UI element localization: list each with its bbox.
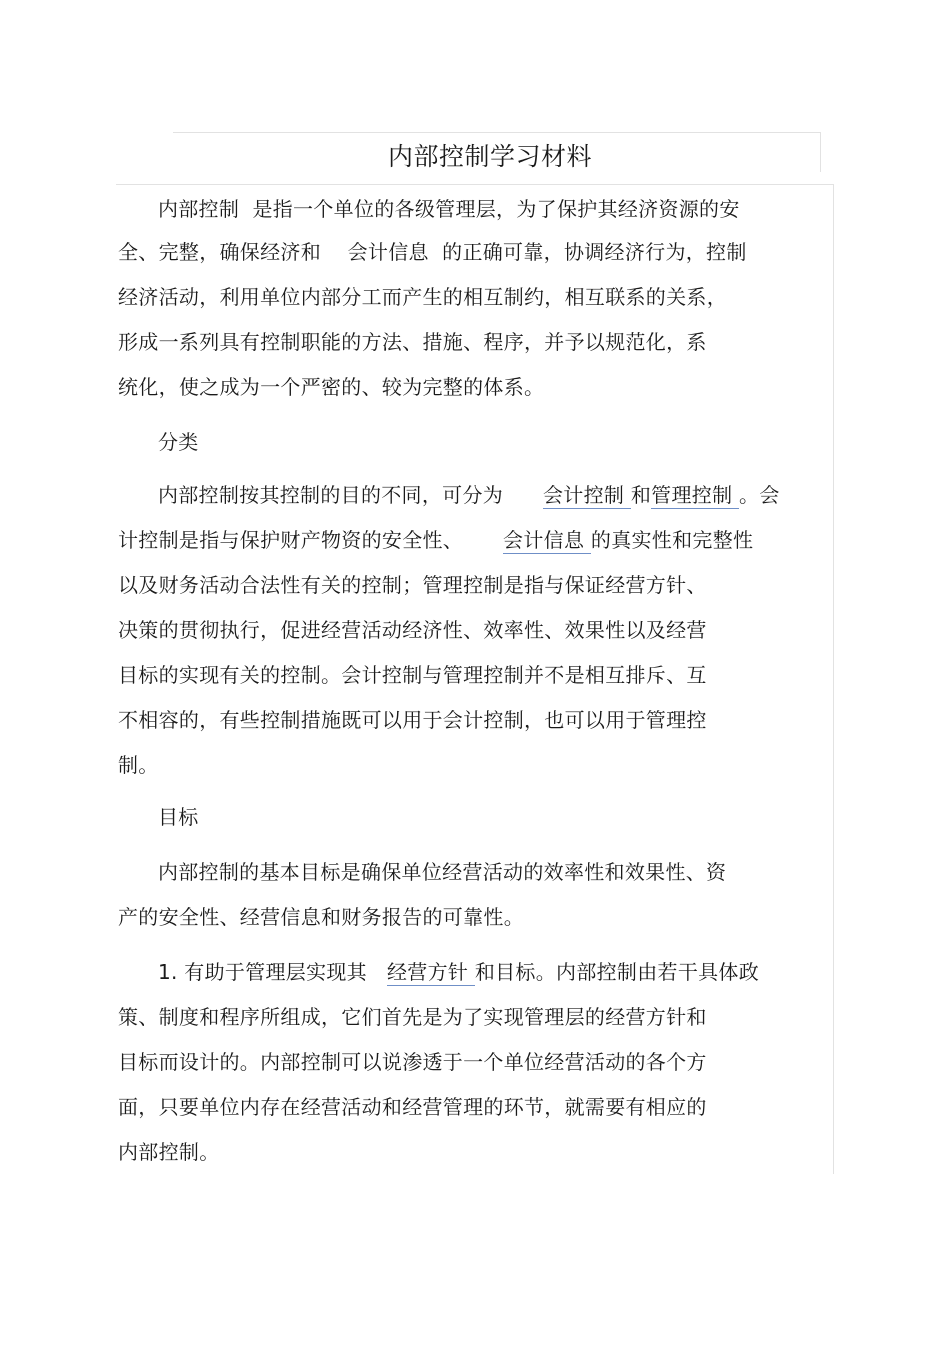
paragraph-line: 不相容的，有些控制措施既可以用于会计控制，也可以用于管理控 <box>118 708 707 732</box>
text-span: 。会 <box>739 483 780 507</box>
paragraph-line: 统化，使之成为一个严密的、较为完整的体系。 <box>118 375 545 399</box>
paragraph-line: 形成一系列具有控制职能的方法、措施、程序，并予以规范化，系 <box>118 330 707 354</box>
accounting-control-link[interactable]: 会计控制 <box>543 483 631 507</box>
text-span: 计控制是指与保护财产物资的安全性、 <box>118 528 504 552</box>
management-control-link[interactable]: 管理控制 <box>651 483 740 507</box>
paragraph-line: 内部控制的基本目标是确保单位经营活动的效率性和效果性、资 <box>118 860 727 884</box>
paragraph-line: 经济活动，利用单位内部分工而产生的相互制约，相互联系的关系， <box>118 285 727 309</box>
paragraph-line <box>118 525 753 555</box>
paragraph-line <box>118 480 780 510</box>
text-span: 和目标。内部控制由若干具体政 <box>474 960 760 984</box>
paragraph-line: 目标而设计的。内部控制可以说渗透于一个单位经营活动的各个方 <box>118 1050 707 1074</box>
business-policy-link[interactable]: 经营方针 <box>386 960 475 984</box>
paragraph-line: 决策的贯彻执行，促进经营活动经济性、效率性、效果性以及经营 <box>118 618 707 642</box>
text-span: 1. 有助于管理层实现其 <box>118 960 387 984</box>
top-divider <box>173 132 820 133</box>
paragraph-line: 制。 <box>118 753 159 777</box>
paragraph-line: 内部控制。 <box>118 1140 220 1164</box>
paragraph-line: 目标的实现有关的控制。会计控制与管理控制并不是相互排斥、互 <box>118 663 707 687</box>
paragraph-line: 策、制度和程序所组成，它们首先是为了实现管理层的经营方针和 <box>118 1005 707 1029</box>
text-span: 的真实性和完整性 <box>590 528 754 552</box>
text-span: 和 <box>630 483 652 507</box>
section-heading-classification: 分类 <box>118 430 199 454</box>
paragraph-line: 内部控制 是指一个单位的各级管理层，为了保护其经济资源的安 <box>118 197 740 221</box>
paragraph-line: 产的安全性、经营信息和财务报告的可靠性。 <box>118 905 524 929</box>
content-right-divider <box>833 184 834 1174</box>
content-top-divider <box>116 184 834 185</box>
paragraph-line: 全、完整，确保经济和 会计信息 的正确可靠，协调经济行为，控制 <box>118 240 747 264</box>
accounting-info-link[interactable]: 会计信息 <box>503 528 591 552</box>
paragraph-line <box>118 957 759 987</box>
text-span: 内部控制按其控制的目的不同，可分为 <box>118 483 543 507</box>
paragraph-line: 面，只要单位内存在经营活动和经营管理的环节，就需要有相应的 <box>118 1095 707 1119</box>
page-title: 内部控制学习材料 <box>387 142 592 171</box>
paragraph-line: 以及财务活动合法性有关的控制；管理控制是指与保证经营方针、 <box>118 573 707 597</box>
section-heading-goal: 目标 <box>118 805 199 829</box>
